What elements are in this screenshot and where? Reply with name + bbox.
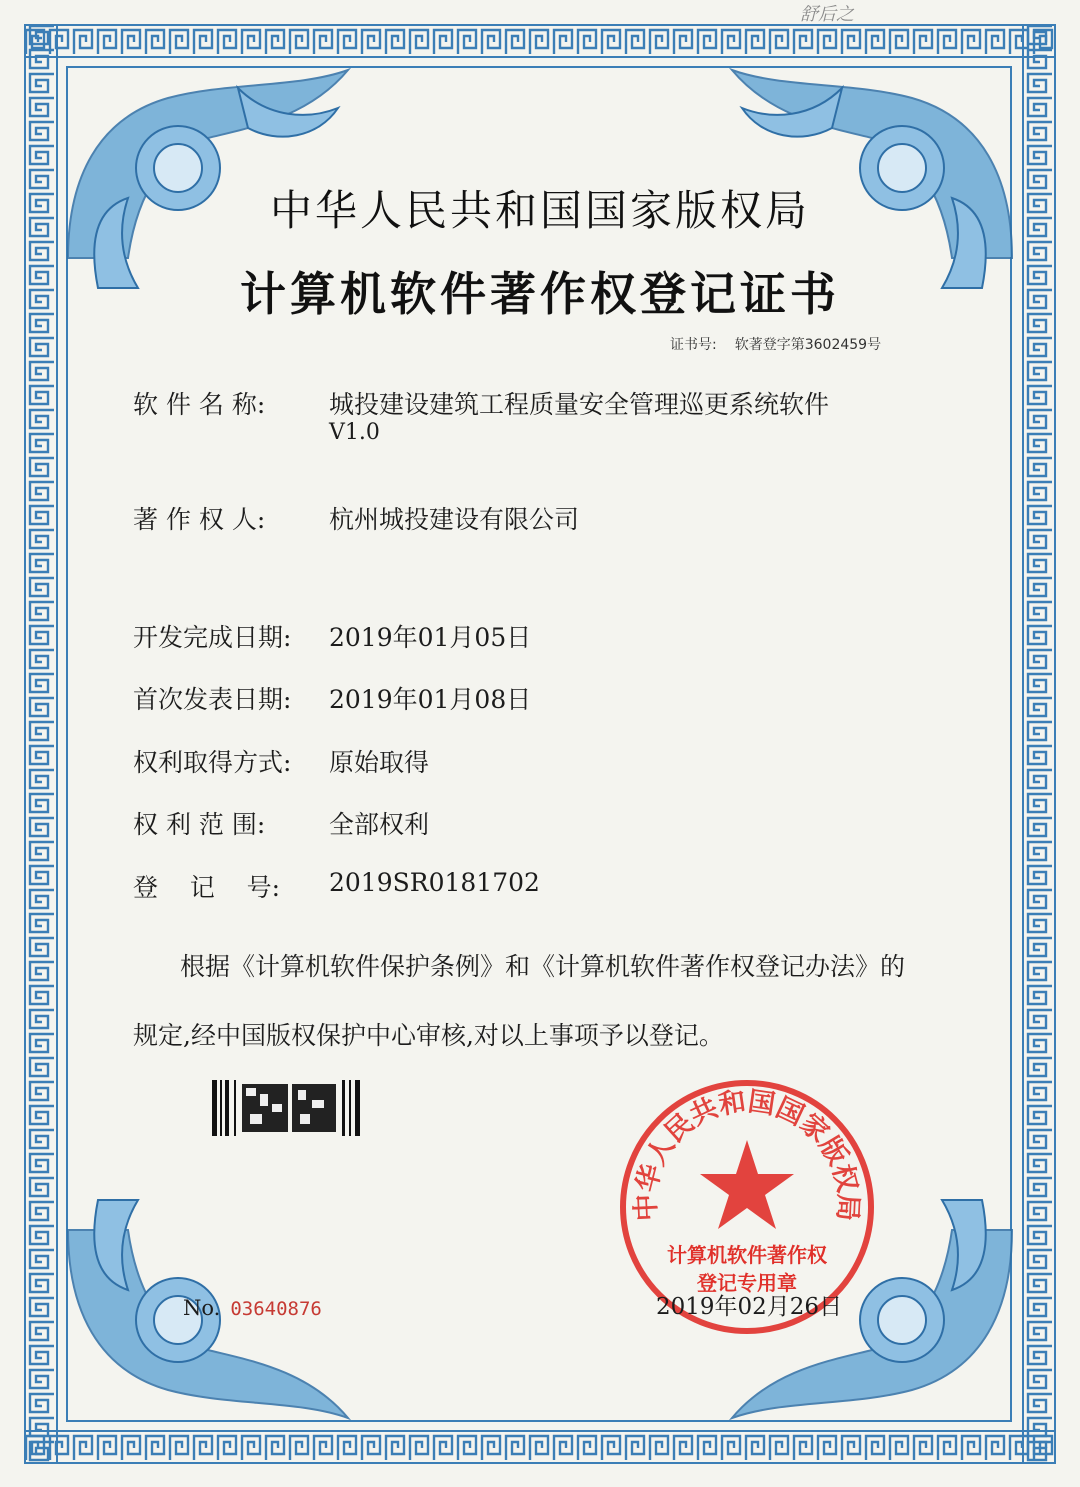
field-rights-scope [133, 805, 429, 841]
field-label: 权利取得方式: [133, 748, 292, 777]
field-value: 2019SR0181702 [329, 868, 540, 897]
field-label: 软 件 名 称: [133, 390, 266, 419]
field-value: 城投建设建筑工程质量安全管理巡更系统软件 [329, 390, 830, 419]
barcode-icon [212, 1080, 362, 1136]
certificate-number-value: 软著登字第3602459号 [734, 337, 882, 353]
border-left [24, 24, 58, 1464]
serial-label: No. [183, 1296, 221, 1320]
seal-line-2: 登记专用章 [697, 1271, 797, 1295]
field-software-name [133, 385, 829, 421]
certificate-number-label: 证书号: [670, 337, 717, 353]
border-top [24, 24, 1056, 58]
statement-line-2: 规定,经中国版权保护中心审核,对以上事项予以登记。 [133, 1021, 724, 1050]
field-label: 首次发表日期: [133, 685, 292, 714]
field-label: 开发完成日期: [133, 623, 292, 652]
certificate-title: 计算机软件著作权登记证书 [240, 267, 840, 321]
serial-number [183, 1296, 322, 1320]
field-copyright-owner [133, 500, 579, 536]
issue-date: 2019年02月26日 [656, 1294, 843, 1320]
seal-line-1: 计算机软件著作权 [667, 1243, 827, 1267]
field-value: 全部权利 [329, 810, 430, 839]
statement-line-1: 根据《计算机软件保护条例》和《计算机软件著作权登记办法》的 [180, 952, 906, 981]
field-development-date [133, 618, 531, 654]
software-version: V1.0 [329, 420, 380, 445]
field-registration-number [133, 868, 540, 904]
handwritten-note: 舒后之 [800, 4, 854, 25]
field-value: 原始取得 [329, 748, 430, 777]
field-label: 权 利 范 围: [133, 810, 266, 839]
seal-ring-text: 中华人民共和国国家版权局 [630, 1086, 864, 1222]
field-acquisition-method [133, 743, 429, 779]
field-value: 2019年01月08日 [329, 685, 532, 714]
field-value: 2019年01月05日 [329, 623, 532, 652]
field-label: 登 记 号: [133, 873, 280, 902]
certificate-number [670, 334, 881, 354]
field-label: 著 作 权 人: [133, 505, 266, 534]
border-bottom [24, 1430, 1056, 1464]
border-right [1022, 24, 1056, 1464]
issuing-authority: 中华人民共和国国家版权局 [269, 186, 810, 235]
serial-value: 03640876 [230, 1298, 322, 1320]
field-value: 杭州城投建设有限公司 [329, 505, 580, 534]
field-publication-date [133, 680, 531, 716]
